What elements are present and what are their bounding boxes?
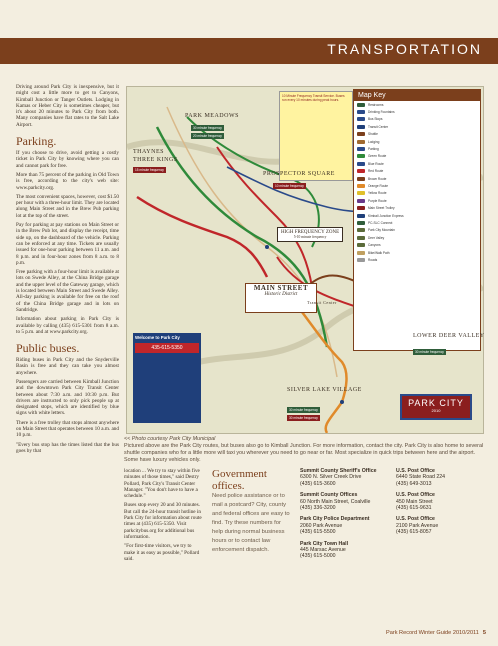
label-silver-lake: SILVER LAKE VILLAGE: [287, 387, 362, 393]
frequency-label: 30 minute frequency: [289, 416, 318, 420]
label-transit-center: Transit Center: [307, 300, 337, 305]
park-city-logo-year: 2010: [431, 408, 441, 413]
map-key-item: [354, 182, 480, 189]
map-key-item: [354, 108, 480, 115]
contact-line: (435) 615-5500: [300, 529, 336, 536]
buses-paragraph: "Every bus stop has the times listed that the bus goes by that: [16, 441, 119, 454]
high-frequency-title: HIGH FREQUENCY ZONE: [281, 230, 340, 235]
left-column: [16, 84, 119, 457]
map-key-title: Map Key: [354, 90, 480, 101]
map-key-label: Drinking Fountains: [368, 110, 395, 115]
page-number: 5: [482, 630, 486, 636]
contacts-left-column: [300, 468, 388, 565]
contact-line: (435) 336-3200: [300, 505, 336, 512]
contact-entry: [300, 492, 388, 511]
contact-name: U.S. Post Office: [396, 468, 435, 474]
parking-paragraph: Free parking with a four-hour limit is available at lots on Swede Alley, at the China Bridge garage and the upper level of the Gateway garage, which is located between Main Street and Swede Alley. All-day parking is available for free on the roof of the China Bridge garage and in lots on Sandridge.: [16, 269, 119, 313]
frequency-alert-box: [279, 91, 353, 181]
map-key-swatch: [357, 199, 365, 203]
label-thaynes: THAYNES: [133, 149, 164, 155]
contact-name: U.S. Post Office: [396, 516, 435, 523]
buses-heading: Public buses.: [16, 341, 80, 356]
map-key-item: [354, 138, 480, 145]
contact-line: 450 Main Street: [396, 498, 433, 505]
label-lower-deer-valley: LOWER DEER VALLEY: [413, 333, 485, 339]
map-key-label: Restrooms: [368, 102, 384, 107]
buses-paragraph: Passengers are carried between Kimball Junction and the downtown Park City Transit Center between about 7:30 a.m. and 10:30 p.m. But drivers are instructed to only pick people up at designated stops, which are identified by blue signs with white letters.: [16, 378, 119, 417]
contact-name: U.S. Post Office: [396, 492, 435, 499]
map-key-item: [354, 204, 480, 211]
map-key-label: Blue Route: [368, 161, 384, 166]
map-key-item: [354, 212, 480, 219]
parking-paragraph: Information about parking in Park City is available by calling (435) 615-5301 from 8 a.m. to 5 p.m. and at www.parkcity.org.: [16, 316, 119, 335]
map-key-item: [354, 227, 480, 234]
map-key-swatch: [357, 251, 365, 255]
frequency-label: 10 minute frequency: [275, 184, 304, 188]
map-key-label: Brown Route: [368, 176, 387, 181]
map-key-swatch: [357, 125, 365, 129]
historic-district-subtitle: Historic District: [264, 292, 298, 297]
map-key-swatch: [357, 184, 365, 188]
map-key-label: Yellow Route: [368, 191, 387, 196]
map-key-swatch: [357, 191, 365, 195]
government-body: Need police assistance or to mail a postcard? City, county and federal offices are easy to find. Try these numbers for help during normal business hours or to contact law enforcement dispatch.: [212, 493, 290, 553]
map-key-item: [354, 153, 480, 160]
contact-line: (435) 649-3013: [396, 480, 432, 487]
map-key-swatch: [357, 132, 365, 136]
header-bar: [0, 0, 498, 78]
park-city-logo: [400, 394, 472, 420]
alert-text: 10 Minute Frequency Transit Service. Buses run every 10 minutes during peak hours.: [282, 94, 345, 102]
map-key-swatch: [357, 117, 365, 121]
map-key-swatch: [357, 162, 365, 166]
map-key: [353, 89, 481, 351]
frequency-label: 30 minute frequency: [415, 350, 444, 354]
contact-name: Summit County Offices: [300, 492, 358, 499]
label-three-kings: THREE KINGS: [133, 157, 178, 163]
contact-entry: [396, 492, 484, 511]
map-key-item: [354, 101, 480, 108]
transit-map: [126, 86, 484, 434]
map-key-label: Purple Route: [368, 198, 387, 203]
parking-paragraph: Pay for parking at pay stations on Main Street or in the Brew Pub lot, and display the receipt, time side up, on the dashboard of the vehicle. Parking can be enforced at any time. Tickets are usually issued for one-hour parking between 11 a.m. and 8 p.m. and in four-hour zones from 8 a.m. to 8 p.m.: [16, 222, 119, 266]
map-key-item: [354, 256, 480, 263]
intro-paragraph: Driving around Park City is inexpensive, but it might cost a little more to get to Canyons, Kimball Junction or Tanger Outlets. Lodging in Kamas or Heber City is sometimes cheaper, but it's about 20 minutes to Park City from both. Many companies have flat rates to the Salt Lake Airport.: [16, 84, 119, 128]
map-key-swatch: [357, 110, 365, 114]
map-key-label: Transit Center: [368, 124, 389, 129]
frequency-label: 30 minute frequency: [289, 408, 318, 412]
map-key-label: Park City Mountain: [368, 228, 395, 233]
contact-line: (435) 615-3600: [300, 480, 336, 487]
map-key-label: Roads: [368, 257, 378, 262]
contacts-right-column: [396, 468, 484, 541]
map-key-item: [354, 160, 480, 167]
map-key-swatch: [357, 243, 365, 247]
map-key-label: Red Route: [368, 169, 384, 174]
welcome-box: [133, 333, 201, 423]
contact-line: 6440 State Road 224: [396, 474, 446, 481]
historic-district-box: [245, 283, 317, 313]
buses-continued-paragraph: location ... We try to stay within five minutes of those times," said Destry Pollard, Park City's Transit Center Manager. "You don't have to have a schedule.": [124, 468, 200, 500]
label-park-meadows: PARK MEADOWS: [185, 113, 239, 119]
contact-line: (435) 615-8057: [396, 529, 432, 536]
map-key-item: [354, 175, 480, 182]
contact-line: 2100 Park Avenue: [396, 522, 439, 529]
welcome-title: Welcome to Park City: [135, 335, 180, 340]
map-key-swatch: [357, 206, 365, 210]
parking-paragraph: More than 75 percent of the parking in Old Town is free, according to the city's web site: www.parkcity.org.: [16, 171, 119, 191]
buses-continued-column: [124, 468, 202, 565]
map-key-label: Canyons: [368, 243, 381, 248]
page-title: TRANSPORTATION: [327, 41, 482, 57]
buses-continued-paragraph: Buses stop every 20 and 30 minutes. But call the 24-hour transit hotline in Park City for information about route times at (435) 615-5350. Visit parkcitybus.org for additional bus information.: [124, 502, 202, 540]
map-key-swatch: [357, 214, 365, 218]
government-column: [212, 468, 292, 555]
map-key-item: [354, 249, 480, 256]
map-key-item: [354, 241, 480, 248]
map-key-list: [354, 101, 480, 264]
contact-line: 6300 N. Silver Creek Drive: [300, 474, 362, 481]
map-key-label: Parking: [368, 147, 379, 152]
map-key-label: Shuttle: [368, 132, 378, 137]
map-key-swatch: [357, 228, 365, 232]
contact-entry: [396, 516, 484, 535]
contact-entry: [300, 516, 388, 535]
map-key-swatch: [357, 221, 365, 225]
contact-line: 60 North Main Street, Coalville: [300, 498, 371, 505]
caption-text: Pictured above are the Park City routes, but buses also go to Kimball Junction. For more information, contact the city. Park City is also home to several shuttle companies who for a little more will taxi you wherever you need to go near or far. Most specialize in quick trips between here and the airport. Some have luxury vehicles only.: [124, 443, 484, 463]
welcome-hotline: 435-615-5350: [135, 343, 199, 353]
contact-entry: [300, 541, 388, 560]
map-key-swatch: [357, 169, 365, 173]
main-street-title: MAIN STREET: [253, 284, 309, 292]
map-key-label: Main Street Trolley: [368, 206, 395, 211]
map-key-label: Orange Route: [368, 183, 389, 188]
page-footer: [0, 630, 486, 636]
contact-name: Park City Town Hall: [300, 540, 349, 547]
park-city-logo-text: PARK CITY: [408, 398, 464, 408]
contact-entry: [300, 468, 388, 487]
frequency-label: 30 minute frequency: [193, 126, 222, 130]
map-key-swatch: [357, 147, 365, 151]
contact-line: (435) 615-9631: [396, 505, 432, 512]
buses-paragraph: There is a free trolley that stops almost anywhere on Main Street that operates between 10 a.m. and 10 p.m.: [16, 419, 119, 439]
frequency-label: 20 minute frequency: [193, 134, 222, 138]
publication-name: Park Record Winter Guide 2010/2011: [386, 630, 479, 636]
label-prospector-square: PROSPECTOR SQUARE: [263, 171, 335, 177]
map-key-label: Bike/Walk Path: [368, 250, 390, 255]
contact-line: 2060 Park Avenue: [300, 522, 343, 529]
map-key-label: Deer Valley: [368, 235, 385, 240]
map-key-swatch: [357, 258, 365, 262]
map-key-label: Bus Stops: [368, 117, 383, 122]
map-key-swatch: [357, 140, 365, 144]
map-key-item: [354, 116, 480, 123]
map-key-item: [354, 131, 480, 138]
map-key-swatch: [357, 177, 365, 181]
map-key-swatch: [357, 154, 365, 158]
map-key-label: Green Route: [368, 154, 387, 159]
map-caption: [124, 436, 484, 464]
map-key-label: PC-SLC Connect: [368, 220, 393, 225]
parking-heading: Parking.: [16, 134, 57, 149]
contact-name: Park City Police Department: [300, 516, 370, 523]
parking-paragraph: If you choose to drive, avoid getting a costly ticket in Park City by knowing where you can and cannot park for free.: [16, 150, 119, 169]
map-key-item: [354, 145, 480, 152]
buses-continued-paragraph: "For first-time visitors, we try to make it as easy as possible," Pollard said.: [124, 543, 200, 562]
map-key-swatch: [357, 236, 365, 240]
map-key-label: Kimball Junction Express: [368, 213, 404, 218]
contact-line: 445 Marsac Avenue: [300, 547, 346, 554]
frequency-label: 15 minute frequency: [135, 168, 164, 172]
map-key-label: Lodging: [368, 139, 380, 144]
map-key-item: [354, 190, 480, 197]
map-key-item: [354, 168, 480, 175]
high-frequency-sub: 5-10 minute frequency: [293, 235, 327, 239]
buses-paragraph: Riding buses in Park City and the Snyderville Basin is free and they can take you almost anywhere.: [16, 357, 119, 376]
government-heading: Government offices.: [212, 468, 267, 492]
photo-credit: << Photo courtesy Park City Municipal: [124, 436, 216, 442]
contact-name: Summit County Sheriff's Office: [300, 468, 377, 474]
map-key-item: [354, 234, 480, 241]
parking-paragraph: The most convenient spaces, however, cost $1.50 per hour with a three-hour limit. They are located along Main Street and in the Brew Pub parking lot at the top of the street.: [16, 193, 119, 219]
map-key-item: [354, 219, 480, 226]
map-key-item: [354, 123, 480, 130]
map-key-item: [354, 197, 480, 204]
contact-line: (435) 615-5000: [300, 553, 336, 560]
map-key-swatch: [357, 103, 365, 107]
contact-entry: [396, 468, 484, 487]
high-frequency-zone: [277, 227, 343, 242]
